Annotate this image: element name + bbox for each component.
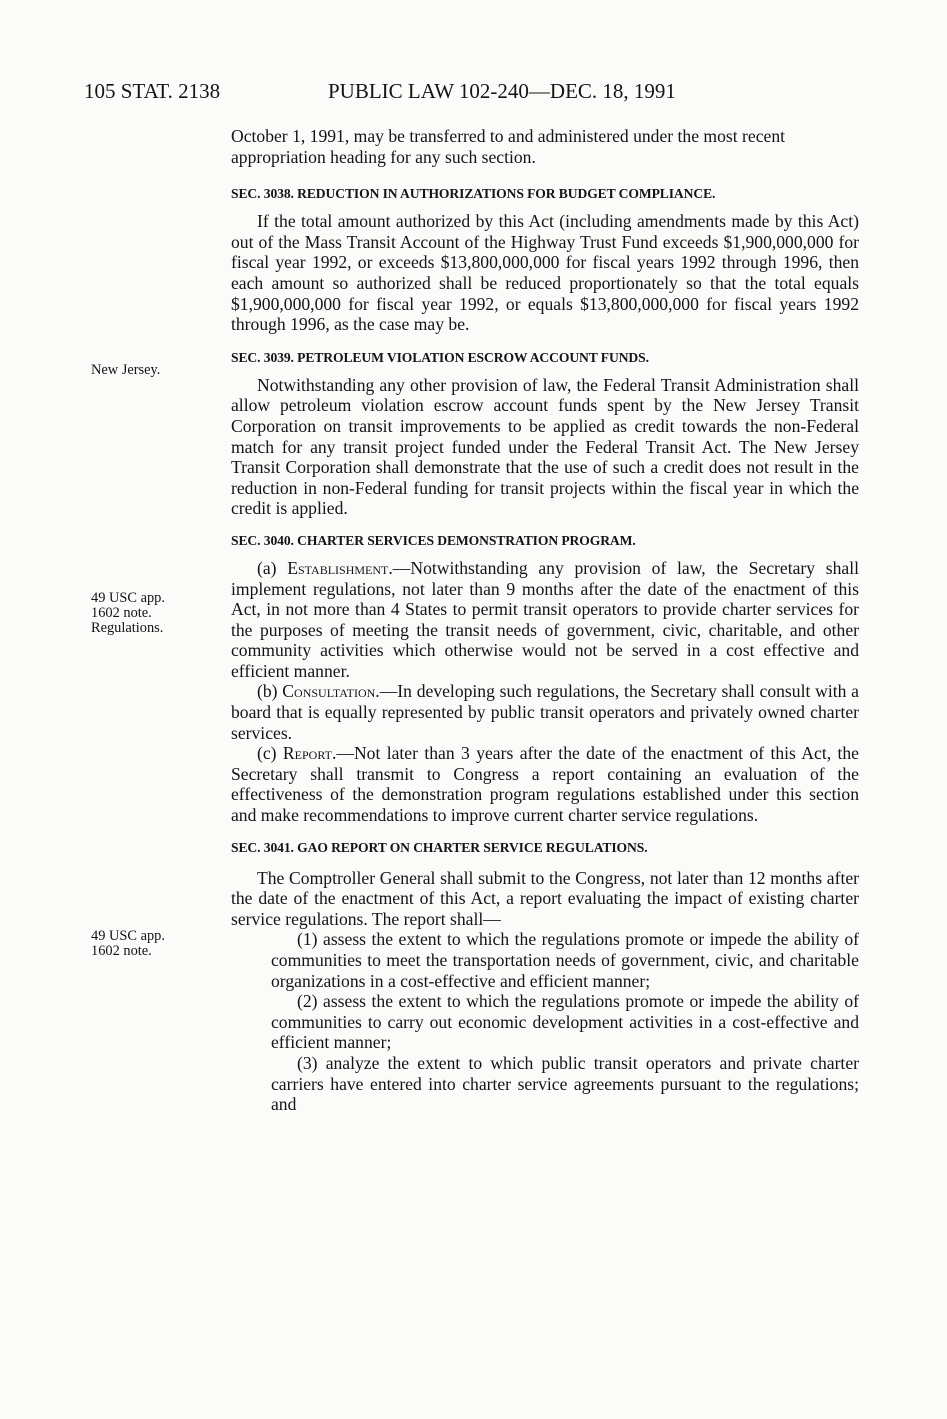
section-3040-heading: SEC. 3040. CHARTER SERVICES DEMONSTRATION PROGRAM. (231, 532, 636, 548)
margin-note-line: Regulations. (91, 620, 164, 636)
subsection-text: .—Not later than 3 years after the date of the enactment of this Act, the Secretary shall transmit to Congress a report containing an evaluation of the effectiveness of the demonstration program regulations established under this section and make recommendations to improve current charter service regulations. (231, 743, 859, 826)
section-3039-heading: SEC. 3039. PETROLEUM VIOLATION ESCROW ACCOUNT FUNDS. (231, 349, 649, 365)
subsection-title: Report (282, 743, 332, 764)
section-3041-item-3: (3) analyze the extent to which public transit operators and private charter carriers have entered into charter service agreements pursuant to the regulations; and (271, 1052, 859, 1115)
margin-note-line: 49 USC app. (91, 928, 165, 944)
section-3040-subsection-c (231, 743, 859, 825)
margin-note-line: 1602 note. (91, 605, 152, 621)
subsection-title: Consultation (282, 681, 376, 702)
subsection-text: .—In developing such regulations, the Secretary shall consult with a board that is equally represented by public transit operators and privately owned charter services. (231, 681, 859, 743)
stat-reference: 105 STAT. 2138 (84, 79, 221, 103)
subsection-label: (b) (257, 681, 283, 702)
section-3039-body: Notwithstanding any other provision of law, the Federal Transit Administration shall allow petroleum violation escrow account funds spent by the New Jersey Transit Corporation on transit improvements to be applied as credit towards the non-Federal match for any transit project funded under the Federal Transit Act. The New Jersey Transit Corporation shall demonstrate that the use of such a credit does not result in the reduction in non-Federal funding for transit projects within the fiscal year in which the credit is applied. (231, 374, 859, 519)
section-3041-item-2: (2) assess the extent to which the regulations promote or impede the ability of communities to carry out economic development activities in a cost-effective and efficient manner; (271, 991, 859, 1053)
section-3040-subsection-a (231, 558, 859, 682)
margin-note-sec3040 (91, 591, 165, 636)
section-3041-intro: The Comptroller General shall submit to the Congress, not later than 12 months after the date of the enactment of this Act, a report evaluating the impact of existing charter service regulations. The report shall— (231, 867, 859, 929)
page-header-title: PUBLIC LAW 102-240—DEC. 18, 1991 (328, 79, 676, 103)
subsection-text: .—Notwithstanding any provision of law, the Secretary shall implement regulations, not later than 9 months after the date of the enactment of this Act, in not more than 4 States to permit transit operators to provide charter services for the purposes of meeting the transit needs of government, civic, charitable, and other community activities which otherwise would not be served in a cost effective and efficient manner. (231, 557, 859, 681)
document-body (231, 126, 859, 1115)
subsection-title: Establishment (287, 557, 389, 578)
section-3041-item-1: (1) assess the extent to which the regulations promote or impede the ability of communities to meet the transportation needs of government, civic, and charitable organizations in a cost-effective and efficient manner; (271, 929, 859, 991)
margin-note-line: 49 USC app. (91, 590, 165, 606)
section-3040-subsection-b (231, 681, 859, 743)
section-3038-body: If the total amount authorized by this Act (including amendments made by this Act) out of the Mass Transit Account of the Highway Trust Fund exceeds $1,900,000,000 for fiscal year 1992, or exceeds $13,800,000,000 for fiscal years 1992 through 1996, then each amount so authorized shall be reduced proportionately so that the total equals $1,900,000,000 for fiscal year 1992, or equals $13,800,000,000 for fiscal years 1992 through 1996, as the case may be. (231, 211, 859, 335)
margin-note-sec3041 (91, 929, 165, 959)
margin-note-new-jersey: New Jersey. (91, 362, 161, 378)
continuation-paragraph: October 1, 1991, may be transferred to and administered under the most recent appropriation heading for any such section. (231, 126, 786, 167)
subsection-label: (a) (257, 557, 288, 578)
section-3038-heading: SEC. 3038. REDUCTION IN AUTHORIZATIONS FOR BUDGET COMPLIANCE. (231, 186, 716, 202)
section-3041-heading: SEC. 3041. GAO REPORT ON CHARTER SERVICE REGULATIONS. (231, 839, 648, 855)
subsection-label: (c) (257, 743, 283, 764)
margin-note-line: 1602 note. (91, 943, 152, 959)
